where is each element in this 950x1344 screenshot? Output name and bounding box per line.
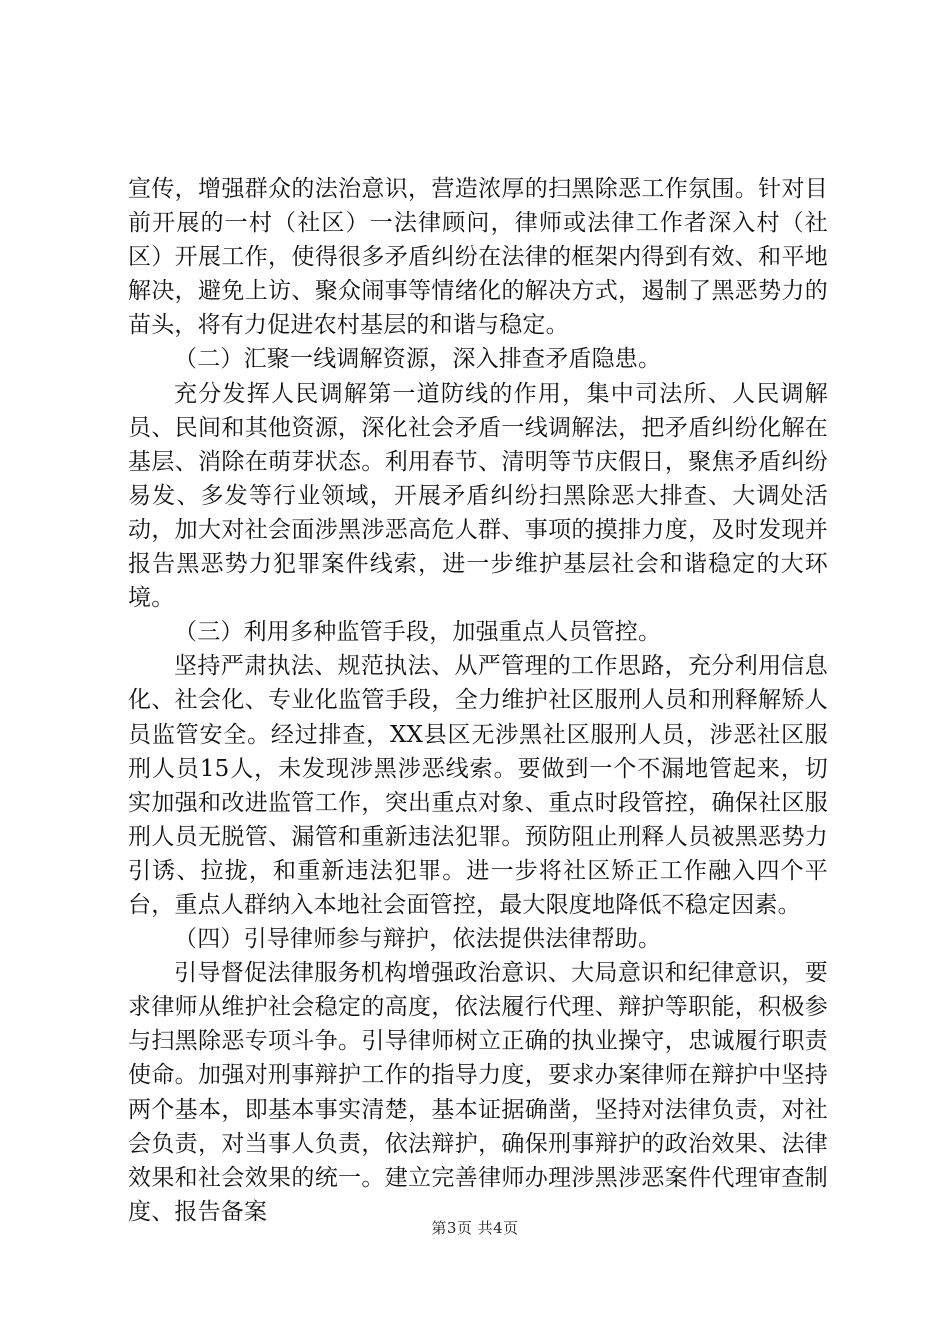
paragraph-section-4: 引导督促法律服务机构增强政治意识、大局意识和纪律意识，要求律师从维护社会稳定的高度，依法履行代理、辩护等职能，积极参与扫黑除恶专项斗争。引导律师树立正确的执业操守，忠诚履行职责使命。加强对刑事辩护工作的指导力度，要求办案律师在辩护中坚持两个基本，即基本事实清楚，基本证据确凿，坚持对法律负责，对社会负责，对当事人负责，依法辩护，确保刑事辩护的政治效果、法律效果和社会效果的统一。建立完善律师办理涉黑涉恶案件代理审查制度、报告备案 xyxy=(128,960,828,1225)
page-number-footer: 第3页 共4页 xyxy=(431,1219,519,1237)
paragraph-intro-continuation: 宣传，增强群众的法治意识，营造浓厚的扫黑除恶工作氛围。针对目前开展的一村（社区）一法律顾问，律师或法律工作者深入村（社区）开展工作，使得很多矛盾纠纷在法律的框架内得到有效、和平地解决，避免上访、聚众闹事等情绪化的解决方式，遏制了黑恶势力的苗头，将有力促进农村基层的和谐与稳定。 xyxy=(128,176,828,339)
section-heading-2: （二）汇聚一线调解资源，深入排查矛盾隐患。 xyxy=(174,346,662,373)
section-heading-4: （四）引导律师参与辩护，依法提供法律帮助。 xyxy=(174,926,662,953)
section-heading-3: （三）利用多种监管手段，加强重点人员管控。 xyxy=(174,619,662,646)
document-body xyxy=(128,172,828,1229)
paragraph-section-3: 坚持严肃执法、规范执法、从严管理的工作思路，充分利用信息化、社会化、专业化监管手段，全力维护社区服刑人员和刑释解矫人员监管安全。经过排查，XX县区无涉黑社区服刑人员，涉恶社区服刑人员15人，未发现涉黑涉恶线索。要做到一个不漏地管起来，切实加强和改进监管工作，突出重点对象、重点时段管控，确保社区服刑人员无脱管、漏管和重新违法犯罪。预防阻止刑释人员被黑恶势力引诱、拉拢，和重新违法犯罪。进一步将社区矫正工作融入四个平台，重点人群纳入本地社会面管控，最大限度地降低不稳定因素。 xyxy=(128,653,828,918)
paragraph-section-2: 充分发挥人民调解第一道防线的作用，集中司法所、人民调解员、民间和其他资源，深化社会矛盾一线调解法，把矛盾纠纷化解在基层、消除在萌芽状态。利用春节、清明等节庆假日，聚焦矛盾纠纷易发、多发等行业领域，开展矛盾纠纷扫黑除恶大排查、大调处活动，加大对社会面涉黑涉恶高危人群、事项的摸排力度，及时发现并报告黑恶势力犯罪案件线索，进一步维护基层社会和谐稳定的大环境。 xyxy=(128,380,828,612)
